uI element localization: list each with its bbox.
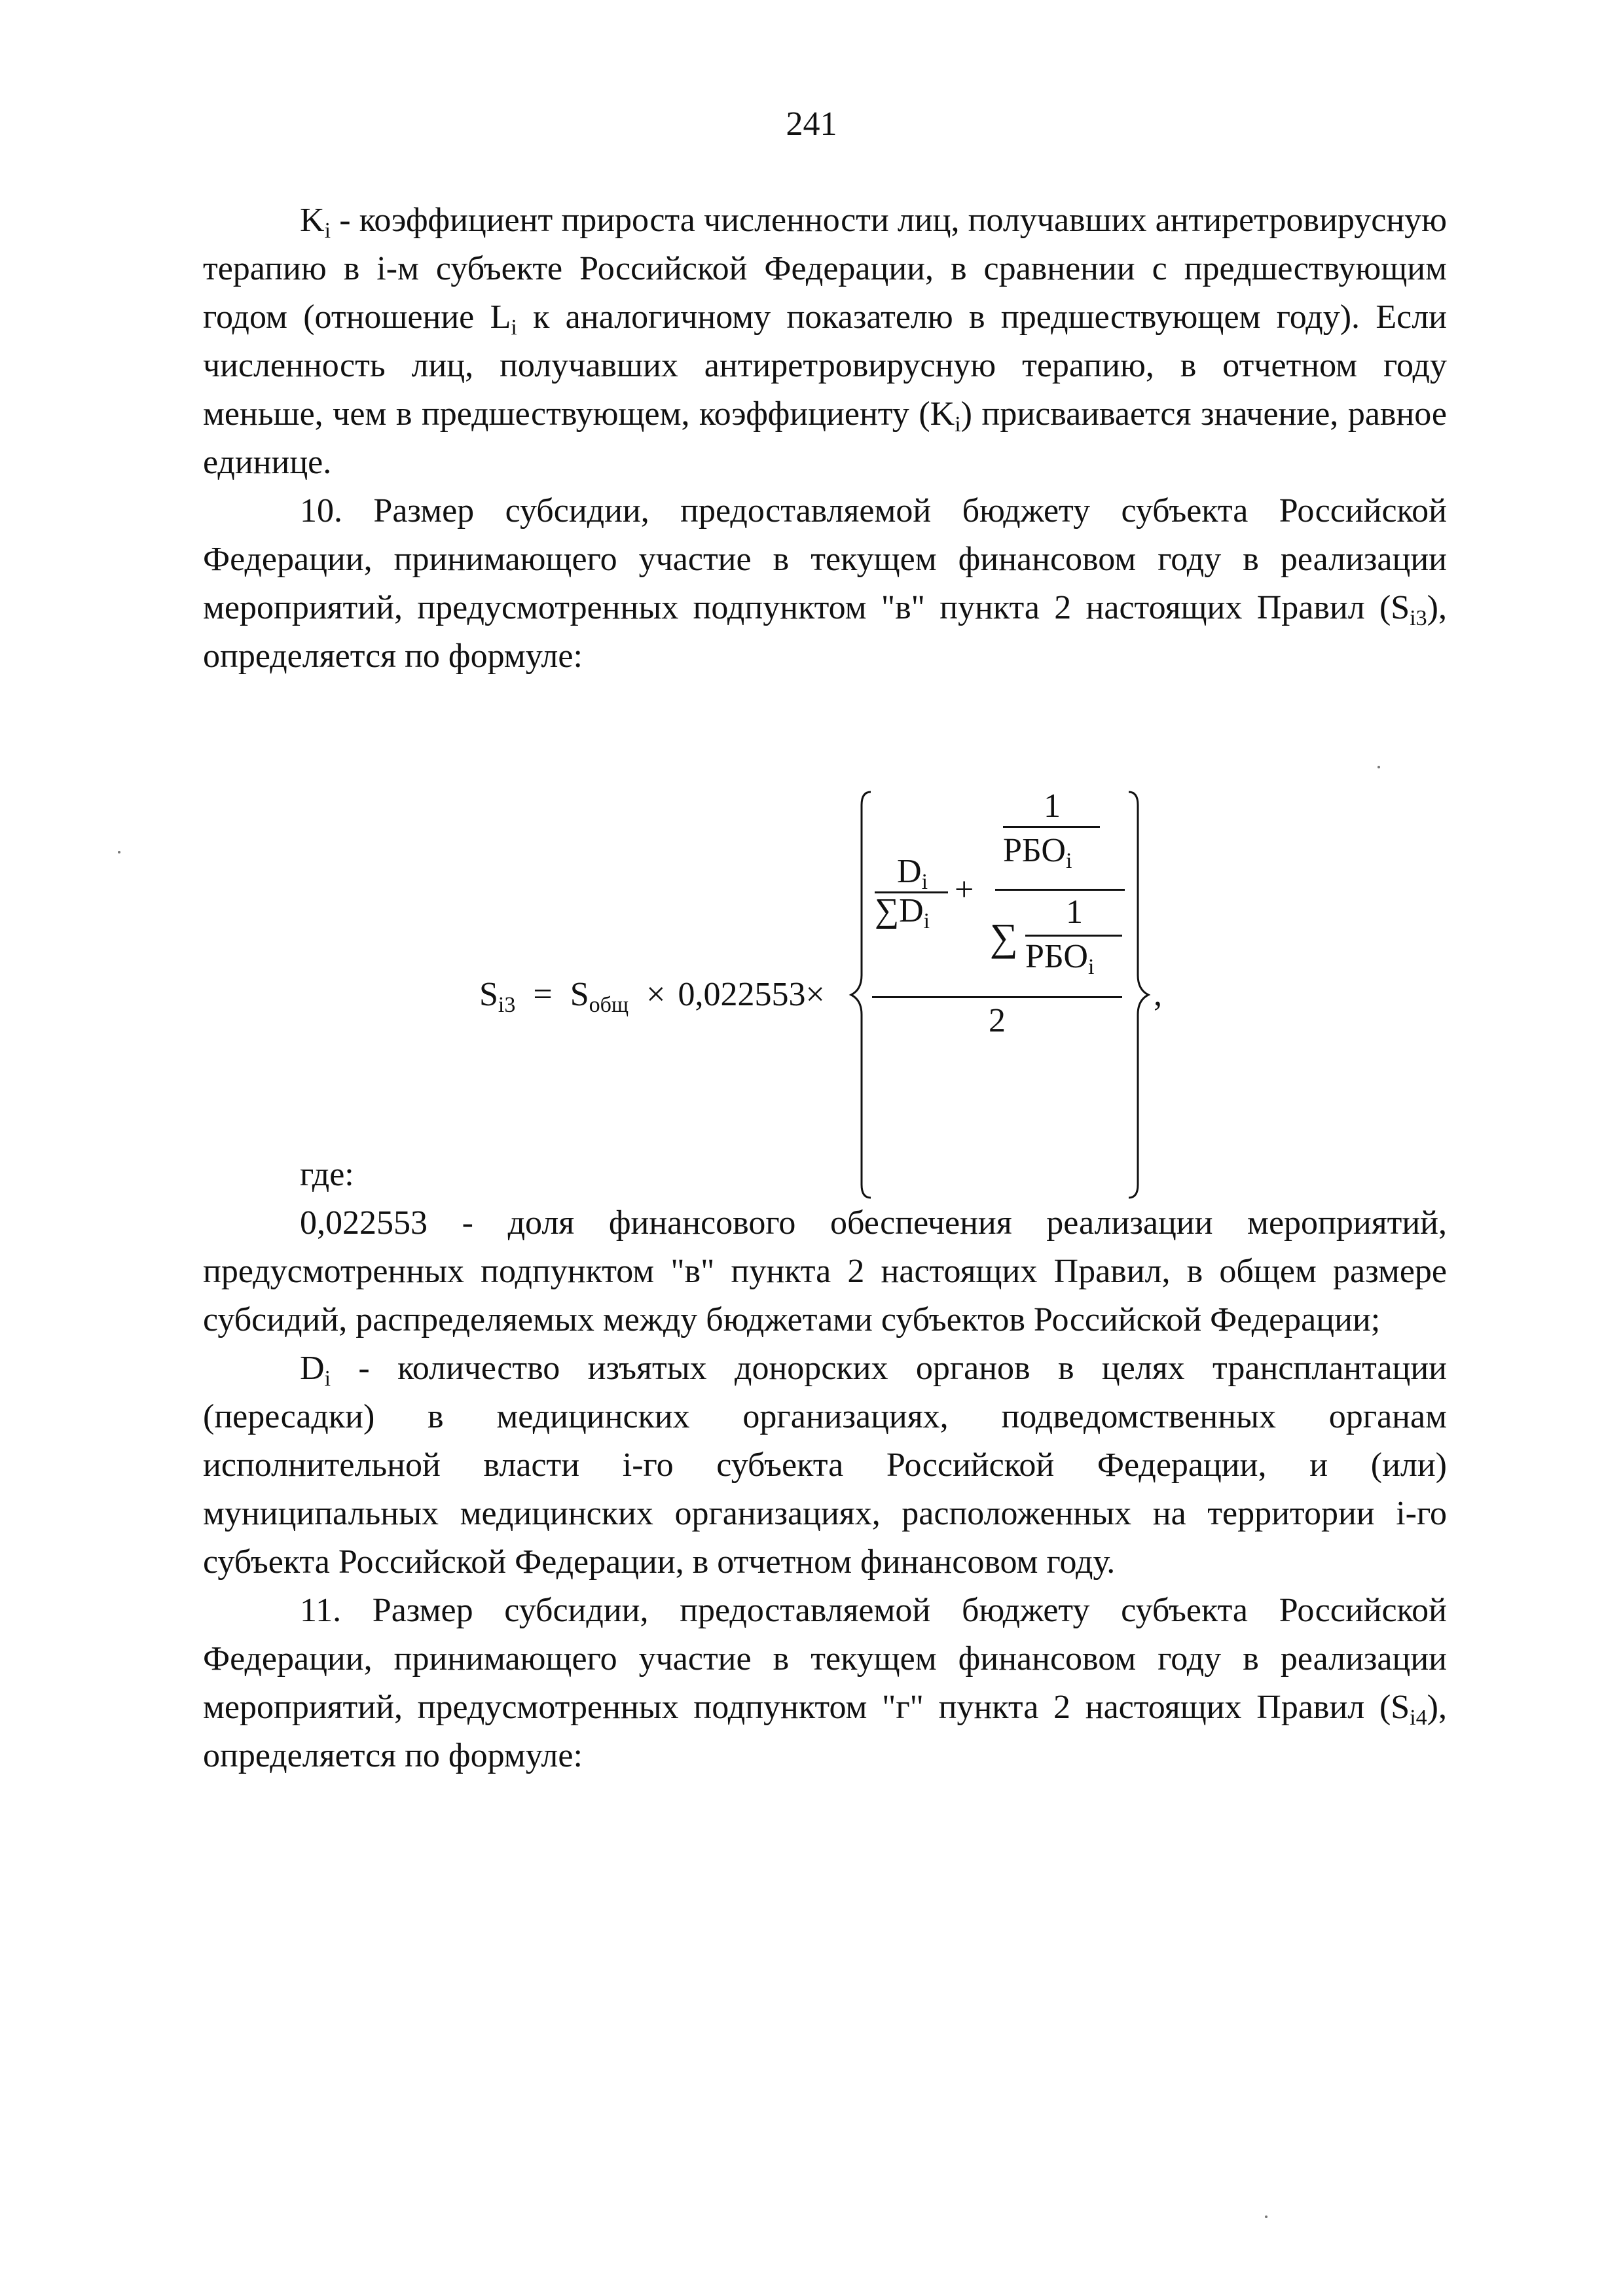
subscript-i: i — [923, 909, 930, 933]
formula-s-i3 — [0, 779, 1623, 1211]
one-top: 1 — [1044, 787, 1061, 825]
subscript: i — [955, 412, 961, 437]
symbol-s-total: S — [570, 976, 589, 1013]
text-span: D — [300, 1350, 325, 1387]
rbo-top — [1003, 831, 1072, 873]
subscript-i: i — [1087, 955, 1095, 979]
paragraph-item-10 — [203, 487, 1447, 681]
subscript: i3 — [1410, 606, 1427, 630]
subscript-i: i — [921, 870, 928, 894]
text-span: ), определяется по формуле: — [203, 1689, 1447, 1774]
subscript-i3: i3 — [498, 993, 516, 1017]
subscript: i — [324, 219, 331, 243]
sum-sign: ∑ — [875, 892, 900, 929]
times-sign: × — [805, 976, 825, 1013]
text-span: 11. Размер субсидии, предоставляемой бюджету субъекта Российской Федерации, принимающего участие в текущем финансовом году в реализации мероприятий, предусмотренных подпунктом "г" пункта 2 настоящих Правил (S — [203, 1592, 1447, 1726]
subscript-total: общ — [589, 993, 629, 1017]
equals-sign: = — [533, 976, 553, 1013]
symbol-d: D — [899, 892, 924, 929]
text-span: K — [300, 202, 325, 239]
subscript: i — [324, 1367, 331, 1391]
scan-speck — [118, 851, 120, 853]
paragraph-d-definition — [203, 1344, 1447, 1587]
symbol-s: S — [479, 976, 498, 1013]
left-brace — [851, 792, 871, 1198]
main-fraction-line — [872, 996, 1122, 998]
rbo-inner — [1025, 937, 1094, 977]
trailing-comma: , — [1154, 976, 1162, 1013]
rbo-outer-fraction-line — [995, 889, 1125, 891]
sum-sign-inner: ∑ — [990, 916, 1018, 959]
symbol-rbo: РБО — [1025, 938, 1088, 975]
subscript: i4 — [1410, 1706, 1427, 1730]
rbo-inner-fraction-line — [1025, 935, 1122, 937]
paragraph-coefficient-definition: 0,022553 - доля финансового обеспечения реализации мероприятий, предусмотренных подпунктом "в" пункта 2 настоящих Правил, в общем размере субсидий, распределяемых между бюджетами субъектов Российской Федерации; — [203, 1204, 1447, 1338]
page-number: 241 — [786, 105, 837, 143]
scan-speck — [1265, 2215, 1267, 2218]
text-span: - коэффициент прироста численности лиц, получавших антиретровирусную терапию в i-м субъекте Российской Федерации, в сравнении с предшествующим годом (отношение L — [203, 202, 1447, 336]
paragraph-item-11 — [203, 1587, 1447, 1780]
formula-lhs — [479, 975, 825, 1017]
text-span: 10. Размер субсидии, предоставляемой бюджету субъекта Российской Федерации, принимающего участие в текущем финансовом году в реализации мероприятий, предусмотренных подпунктом "в" пункта 2 настоящих Правил (S — [203, 492, 1447, 626]
plus-sign: + — [955, 871, 974, 908]
text-span: - количество изъятых донорских органов в целях трансплантации (пересадки) в медицинских организациях, подведомственных органам исполнительной власти i-го субъекта Российской Федерации, и (или) муниципальных медицинских организациях, расположенных на территории i-го субъекта Российской Федерации, в отчетном финансовом году. — [203, 1350, 1447, 1581]
times-sign: × — [646, 976, 666, 1013]
text-span: к аналогичному показателю в предшествующем году). Если численность лиц, получавших антиретровирусную терапию, в отчетном году меньше, чем в предшествующем, коэффициенту (K — [203, 298, 1447, 433]
d-numerator — [897, 852, 928, 894]
scan-speck — [1377, 766, 1380, 768]
d-denominator — [875, 891, 930, 931]
denominator-two: 2 — [989, 1002, 1006, 1039]
paragraph-where: где: — [300, 1156, 354, 1193]
paragraph-k-coefficient — [203, 196, 1447, 487]
coefficient-value: 0,022553 — [678, 976, 806, 1013]
text-span: ), определяется по формуле: — [203, 589, 1447, 675]
subscript: i — [511, 315, 517, 340]
text-span: ) присваивается значение, равное единице. — [203, 395, 1447, 481]
one-inner: 1 — [1066, 893, 1083, 931]
right-brace — [1129, 792, 1148, 1198]
symbol-rbo: РБО — [1003, 832, 1066, 869]
subscript-i: i — [1065, 849, 1072, 873]
symbol-d: D — [897, 853, 922, 890]
rbo-top-fraction-line — [1003, 826, 1100, 828]
